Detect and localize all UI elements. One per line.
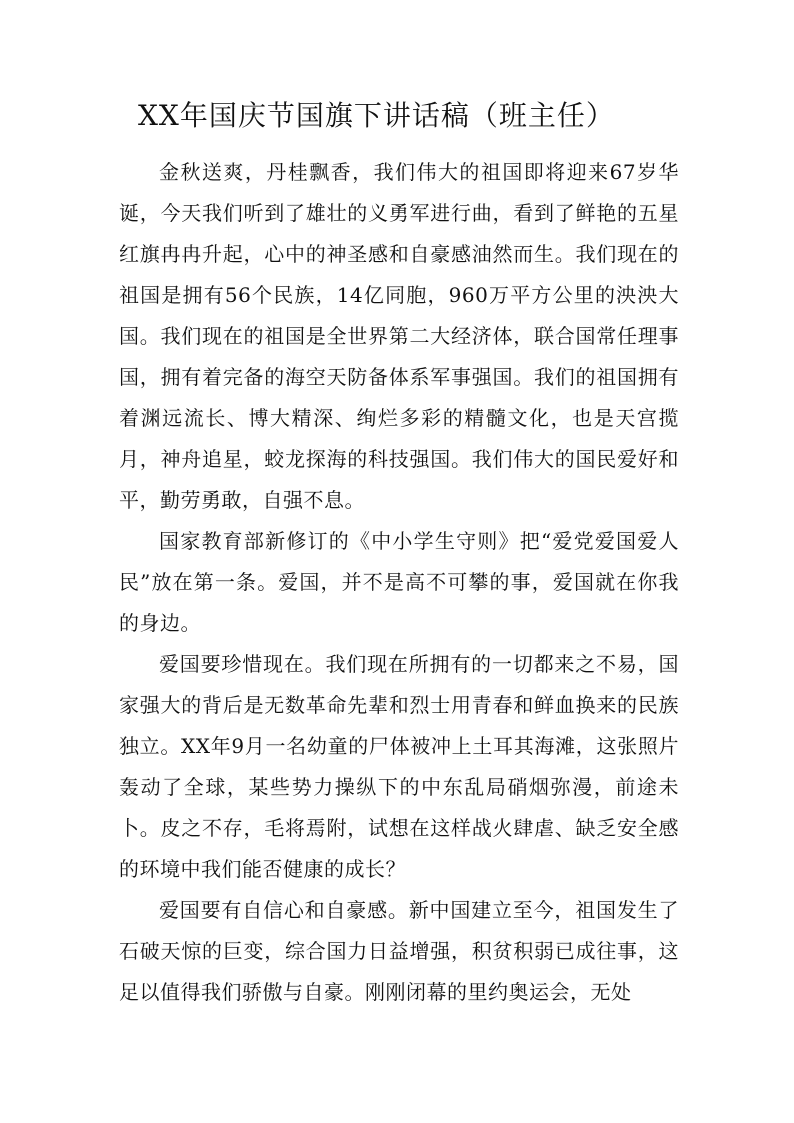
document-title: XX年国庆节国旗下讲话稿（班主任） — [138, 99, 615, 132]
paragraph-3: 爱国要珍惜现在。我们现在所拥有的一切都来之不易，国家强大的背后是无数革命先辈和烈士用青春和鲜血换来的民族独立。XX年9月一名幼童的尸体被冲上土耳其海滩，这张照片轰动了全球，某些势力操纵下的中东乱局硝烟弥漫，前途未卜。皮之不存，毛将焉附，试想在这样战火肆虐、缺乏安全感的环境中我们能否健康的成长？ — [119, 652, 679, 881]
document-body — [119, 152, 679, 1013]
paragraph-4: 爱国要有自信心和自豪感。新中国建立至今，祖国发生了石破天惊的巨变，综合国力日益增强，积贫积弱已成往事，这足以值得我们骄傲与自豪。刚刚闭幕的里约奥运会，无处 — [119, 898, 679, 1004]
paragraph-1: 金秋送爽，丹桂飘香，我们伟大的祖国即将迎来67岁华诞，今天我们听到了雄壮的义勇军进行曲，看到了鲜艳的五星红旗冉冉升起，心中的神圣感和自豪感油然而生。我们现在的祖国是拥有56个民族，14亿同胞，960万平方公里的泱泱大国。我们现在的祖国是全世界第二大经济体，联合国常任理事国，拥有着完备的海空天防备体系军事强国。我们的祖国拥有着渊远流长、博大精深、绚烂多彩的精髓文化，也是天宫揽月，神舟追星，蛟龙探海的科技强国。我们伟大的国民爱好和平，勤劳勇敢，自强不息。 — [119, 160, 679, 512]
paragraph-2: 国家教育部新修订的《中小学生守则》把“爱党爱国爱人民”放在第一条。爱国，并不是高不可攀的事，爱国就在你我的身边。 — [119, 529, 679, 635]
